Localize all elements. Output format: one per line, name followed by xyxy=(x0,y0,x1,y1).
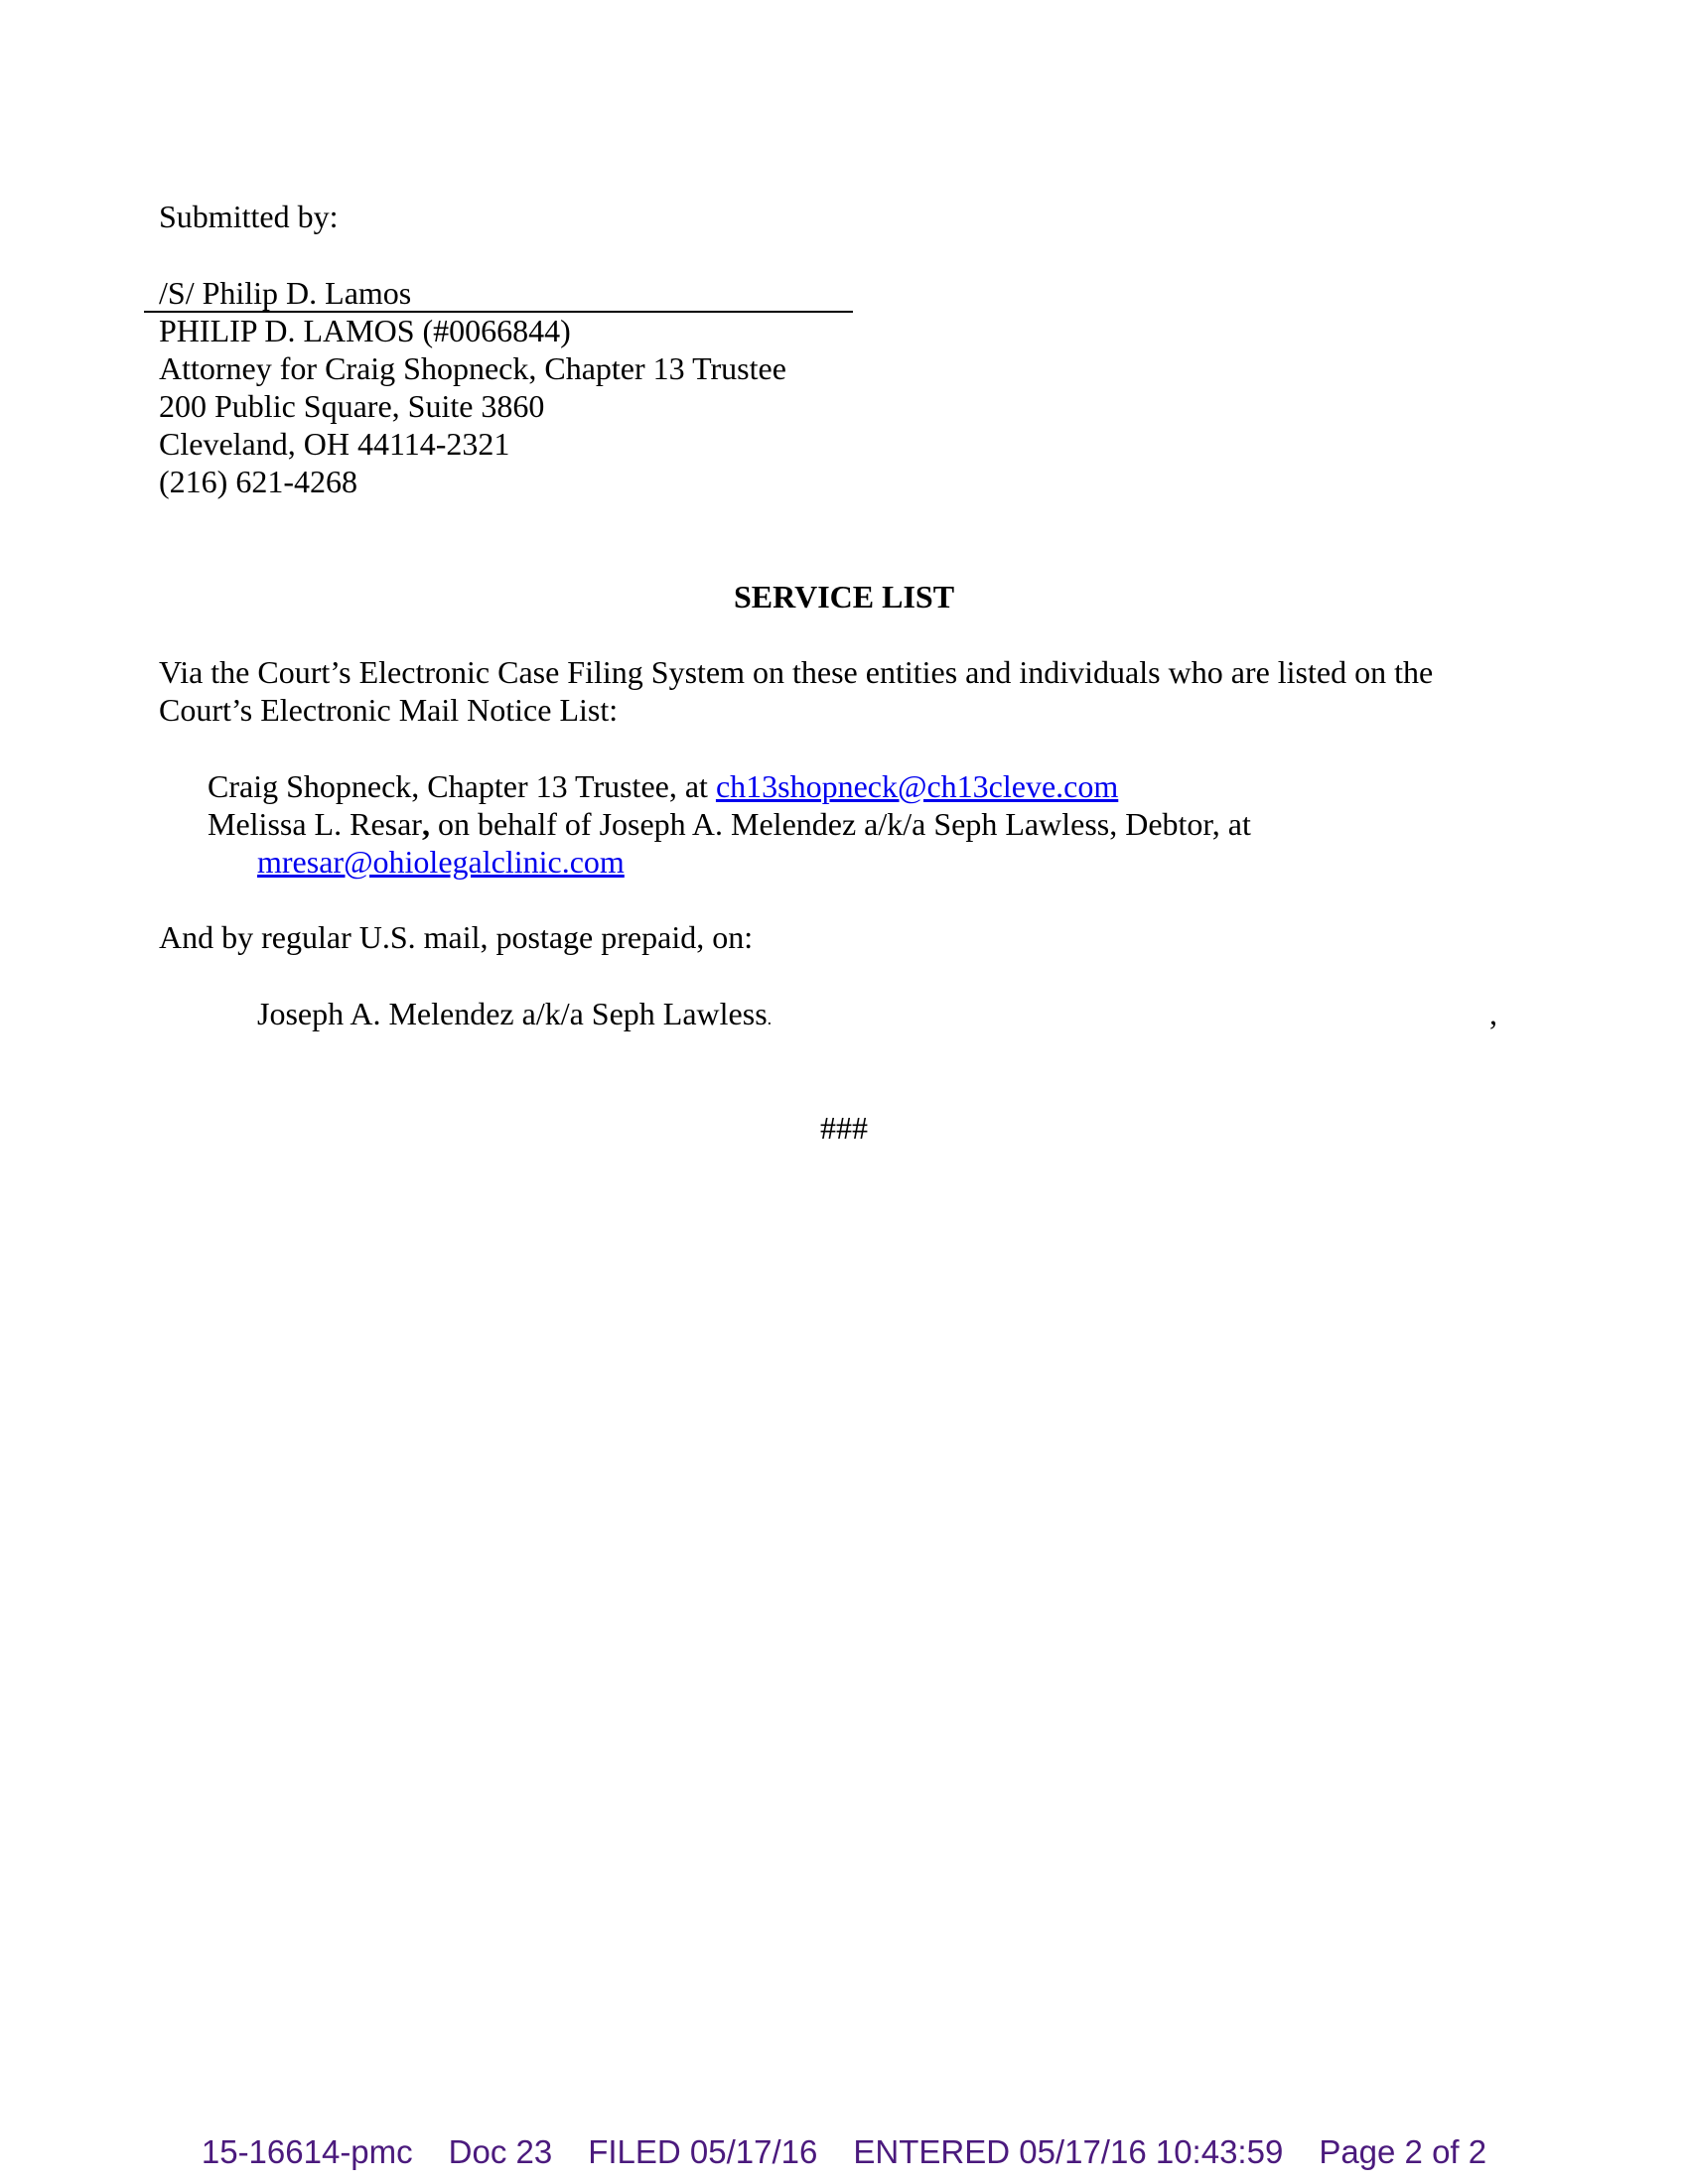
mail-recipient-trailing-comma: , xyxy=(1489,996,1497,1031)
attorney-phone: (216) 621-4268 xyxy=(159,464,357,499)
mail-intro: And by regular U.S. mail, postage prepaid, on: xyxy=(159,919,754,955)
debtor-counsel-email-link[interactable]: mresar@ohiolegalclinic.com xyxy=(257,844,625,880)
service-intro-line-1: Via the Court’s Electronic Case Filing System on these entities and individuals who are listed on the xyxy=(159,654,1434,690)
end-of-document-mark: ### xyxy=(820,1110,868,1146)
footer-entered-date: ENTERED 05/17/16 10:43:59 xyxy=(853,2133,1284,2170)
attorney-address-city: Cleveland, OH 44114-2321 xyxy=(159,426,510,462)
footer-doc-number: Doc 23 xyxy=(448,2133,553,2170)
trustee-email-link[interactable]: ch13shopneck@ch13cleve.com xyxy=(715,768,1119,804)
signature-line: /S/ Philip D. Lamos xyxy=(159,275,412,311)
mail-recipient-name: Joseph A. Melendez a/k/a Seph Lawless xyxy=(257,996,768,1031)
attorney-address-street: 200 Public Square, Suite 3860 xyxy=(159,388,545,424)
debtor-counsel-email-line xyxy=(257,843,625,881)
footer-filed-date: FILED 05/17/16 xyxy=(588,2133,818,2170)
recipient-trustee xyxy=(208,767,1118,805)
recipient-debtor-counsel xyxy=(208,805,1251,843)
footer-case-number: 15-16614-pmc xyxy=(201,2133,413,2170)
footer-page-number: Page 2 of 2 xyxy=(1319,2133,1487,2170)
mail-recipient-period: . xyxy=(767,1009,773,1028)
mail-recipient xyxy=(257,995,772,1037)
attorney-title: Attorney for Craig Shopneck, Chapter 13 Trustee xyxy=(159,350,786,386)
court-filing-stamp xyxy=(0,2132,1688,2172)
service-list-heading: SERVICE LIST xyxy=(733,579,955,614)
service-intro-line-2: Court’s Electronic Mail Notice List: xyxy=(159,692,619,728)
submitted-by-label: Submitted by: xyxy=(159,199,339,234)
recipient-debtor-counsel-name: Melissa L. Resar xyxy=(208,806,422,842)
recipient-debtor-counsel-text: on behalf of Joseph A. Melendez a/k/a Seph Lawless, Debtor, at xyxy=(429,806,1251,842)
recipient-trustee-text: Craig Shopneck, Chapter 13 Trustee, at xyxy=(208,768,716,804)
recipient-debtor-counsel-comma: , xyxy=(421,806,430,842)
attorney-name: PHILIP D. LAMOS (#0066844) xyxy=(159,313,571,348)
